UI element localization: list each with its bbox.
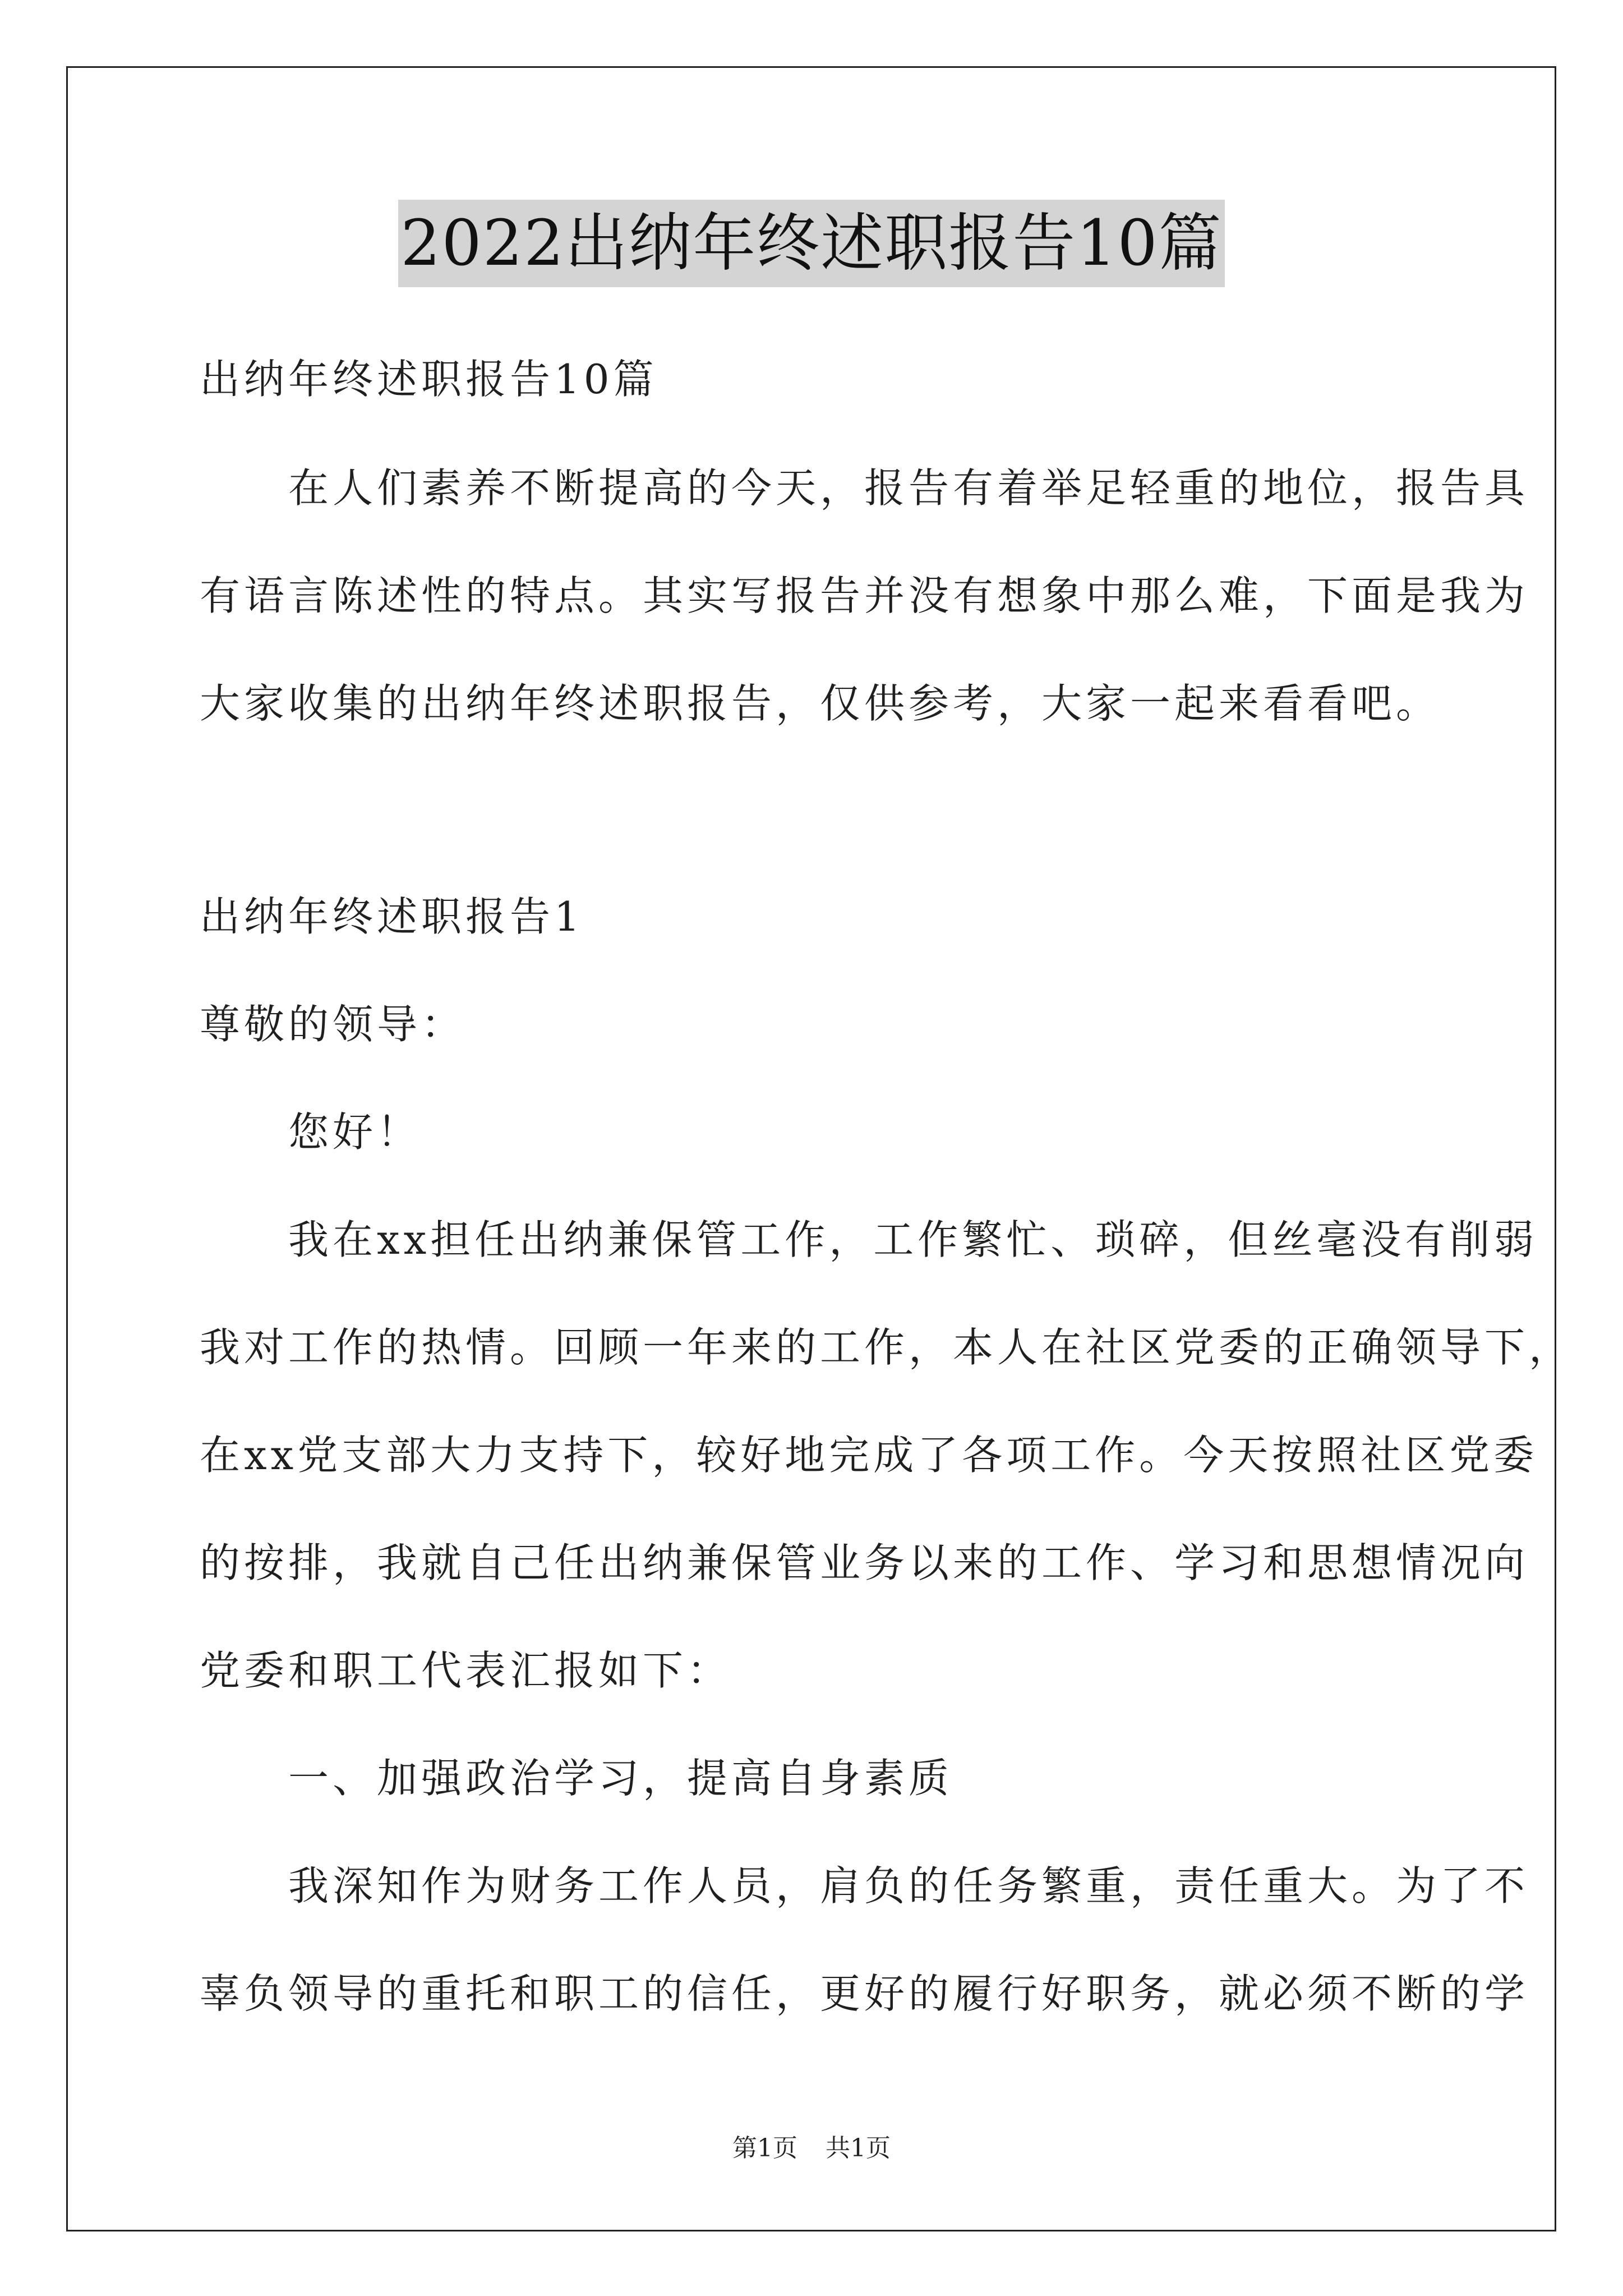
paragraph-line: 党委和职工代表汇报如下：	[200, 1647, 732, 1694]
paragraph-line: 有语言陈述性的特点。其实写报告并没有想象中那么难，下面是我为	[200, 572, 1529, 619]
page-number: 第1页	[732, 2134, 797, 2162]
greeting-line: 您好！	[200, 1108, 422, 1156]
paragraph-line: 大家收集的出纳年终述职报告，仅供参考，大家一起来看看吧。	[200, 680, 1441, 727]
paragraph-line: 在人们素养不断提高的今天，报告有着举足轻重的地位，报告具	[200, 464, 1529, 512]
document-title: 2022出纳年终述职报告10篇	[398, 200, 1225, 287]
paragraph-line: 辜负领导的重托和职工的信任，更好的履行好职务，就必须不断的学	[200, 1970, 1529, 2017]
paragraph-line: 在xx党支部大力支持下，较好地完成了各项工作。今天按照社区党委	[200, 1432, 1538, 1479]
paragraph-line: 我在xx担任出纳兼保管工作，工作繁忙、琐碎，但丝毫没有削弱	[200, 1216, 1538, 1263]
subheading-line: 一、加强政治学习，提高自身素质	[200, 1755, 953, 1802]
salutation-line: 尊敬的领导：	[200, 1001, 466, 1048]
subtitle-line: 出纳年终述职报告10篇	[200, 356, 658, 403]
paragraph-line: 我深知作为财务工作人员，肩负的任务繁重，责任重大。为了不	[200, 1862, 1529, 1910]
paragraph-line: 我对工作的热情。回顾一年来的工作，本人在社区党委的正确领导下，	[200, 1324, 1574, 1371]
section-heading: 出纳年终述职报告1	[200, 893, 584, 940]
title-container	[0, 200, 1623, 287]
page-total: 共1页	[826, 2134, 891, 2162]
page-footer	[0, 2132, 1623, 2165]
paragraph-line: 的按排，我就自己任出纳兼保管业务以来的工作、学习和思想情况向	[200, 1539, 1529, 1586]
